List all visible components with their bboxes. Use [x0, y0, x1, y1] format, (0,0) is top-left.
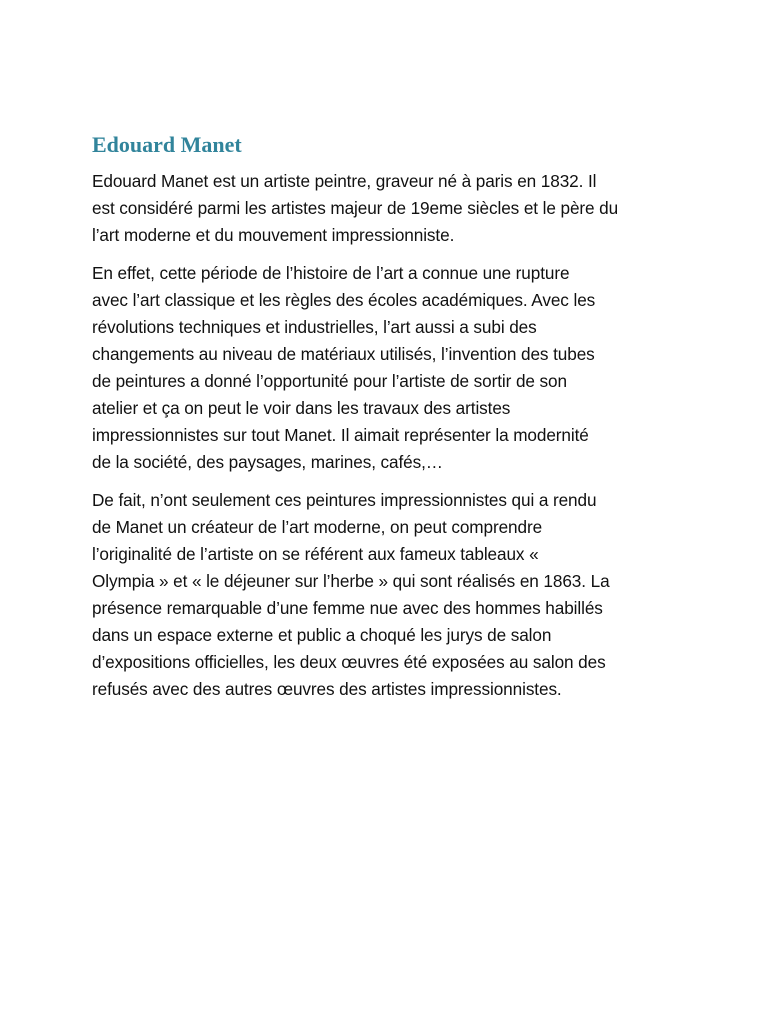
paragraph-line: l’originalité de l’artiste on se référent aux fameux tableaux « [92, 544, 539, 564]
paragraph-line: de peintures a donné l’opportunité pour l’artiste de sortir de son [92, 371, 567, 391]
paragraph-line: changements au niveau de matériaux utilisés, l’invention des tubes [92, 344, 595, 364]
paragraph-line: avec l’art classique et les règles des écoles académiques. Avec les [92, 290, 596, 310]
paragraph-line: En effet, cette période de l’histoire de l’art a connue une rupture [92, 263, 570, 283]
paragraph-2 [92, 260, 680, 476]
paragraph-line: De fait, n’ont seulement ces peintures impressionnistes qui a rendu [92, 490, 597, 510]
paragraph-line: est considéré parmi les artistes majeur de 19eme siècles et le père du [92, 198, 619, 218]
paragraph-1 [92, 168, 680, 249]
paragraph-line: révolutions techniques et industrielles, l’art aussi a subi des [92, 317, 537, 337]
paragraph-line: refusés avec des autres œuvres des artistes impressionnistes. [92, 679, 562, 699]
paragraph-line: impressionnistes sur tout Manet. Il aimait représenter la modernité [92, 425, 589, 445]
paragraph-line: atelier et ça on peut le voir dans les travaux des artistes [92, 398, 511, 418]
paragraph-line: de Manet un créateur de l’art moderne, on peut comprendre [92, 517, 543, 537]
paragraph-line: de la société, des paysages, marines, cafés,… [92, 452, 443, 472]
document-content [92, 130, 680, 714]
paragraph-line: présence remarquable d’une femme nue avec des hommes habillés [92, 598, 603, 618]
paragraph-line: Olympia » et « le déjeuner sur l’herbe » qui sont réalisés en 1863. La [92, 571, 610, 591]
paragraph-line: l’art moderne et du mouvement impressionniste. [92, 225, 455, 245]
paragraph-line: dans un espace externe et public a choqué les jurys de salon [92, 625, 552, 645]
paragraph-3 [92, 487, 680, 703]
document-title: Edouard Manet [92, 132, 242, 157]
paragraph-line: Edouard Manet est un artiste peintre, graveur né à paris en 1832. Il [92, 171, 597, 191]
paragraph-line: d’expositions officielles, les deux œuvres été exposées au salon des [92, 652, 606, 672]
